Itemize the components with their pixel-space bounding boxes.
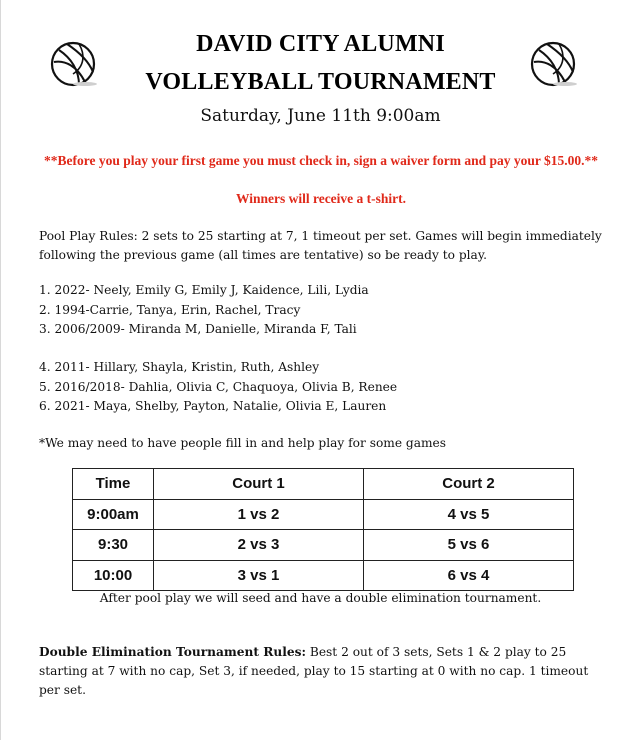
court-1-cell: 2 vs 3 <box>154 530 364 561</box>
title-line-1: DAVID CITY ALUMNI <box>196 31 445 57</box>
table-header-row <box>73 469 574 500</box>
table-row <box>73 499 574 530</box>
event-date: Saturday, June 11th 9:00am <box>200 106 441 126</box>
column-header-court-1: Court 1 <box>154 469 364 500</box>
checkin-notice: **Before you play your first game you must check in, sign a waiver form and pay your $15.00.** <box>43 153 598 168</box>
after-pool-note: After pool play we will seed and have a double elimination tournament. <box>99 591 542 605</box>
schedule-table <box>72 468 574 591</box>
list-item: 6. 2021- Maya, Shelby, Payton, Natalie, Olivia E, Lauren <box>39 399 387 413</box>
pool-play-rules <box>39 227 609 265</box>
pool-rules-text: : 2 sets to 25 starting at 7, 1 timeout per set. Games will begin immediately following the previous game (all times are tentative) so be ready to play. <box>39 229 602 262</box>
list-item: 4. 2011- Hillary, Shayla, Kristin, Ruth, Ashley <box>39 360 320 374</box>
time-cell: 9:00am <box>73 499 154 530</box>
list-item: 1. 2022- Neely, Emily G, Emily J, Kaidence, Lili, Lydia <box>39 283 369 297</box>
table-row <box>73 560 574 591</box>
court-1-cell: 1 vs 2 <box>154 499 364 530</box>
team-list-1 <box>39 281 609 340</box>
double-elimination-rules <box>39 643 609 700</box>
court-2-cell: 6 vs 4 <box>364 560 574 591</box>
court-2-cell: 4 vs 5 <box>364 499 574 530</box>
time-cell: 9:30 <box>73 530 154 561</box>
column-header-court-2: Court 2 <box>364 469 574 500</box>
fill-in-note: *We may need to have people fill in and help play for some games <box>39 436 447 450</box>
title-line-2: VOLLEYBALL TOURNAMENT <box>145 69 496 95</box>
column-header-time: Time <box>73 469 154 500</box>
time-cell: 10:00 <box>73 560 154 591</box>
table-row <box>73 530 574 561</box>
double-rules-text: Best 2 out of 3 sets, Sets 1 & 2 play to 25 starting at 7 with no cap, Set 3, if needed, play to 15 starting at 0 with no cap. 1 timeout per set. <box>39 645 589 697</box>
list-item: 5. 2016/2018- Dahlia, Olivia C, Chaquoya, Olivia B, Renee <box>39 379 398 394</box>
list-item: 2. 1994-Carrie, Tanya, Erin, Rachel, Tracy <box>39 302 301 317</box>
court-2-cell: 5 vs 6 <box>364 530 574 561</box>
double-rules-label: Double Elimination Tournament Rules: <box>39 645 306 659</box>
pool-rules-label: Pool Play Rules <box>39 229 134 243</box>
list-item: 3. 2006/2009- Miranda M, Danielle, Miranda F, Tali <box>39 322 357 336</box>
court-1-cell: 3 vs 1 <box>154 560 364 591</box>
team-list-2 <box>39 358 609 417</box>
tshirt-notice: Winners will receive a t-shirt. <box>235 191 407 206</box>
